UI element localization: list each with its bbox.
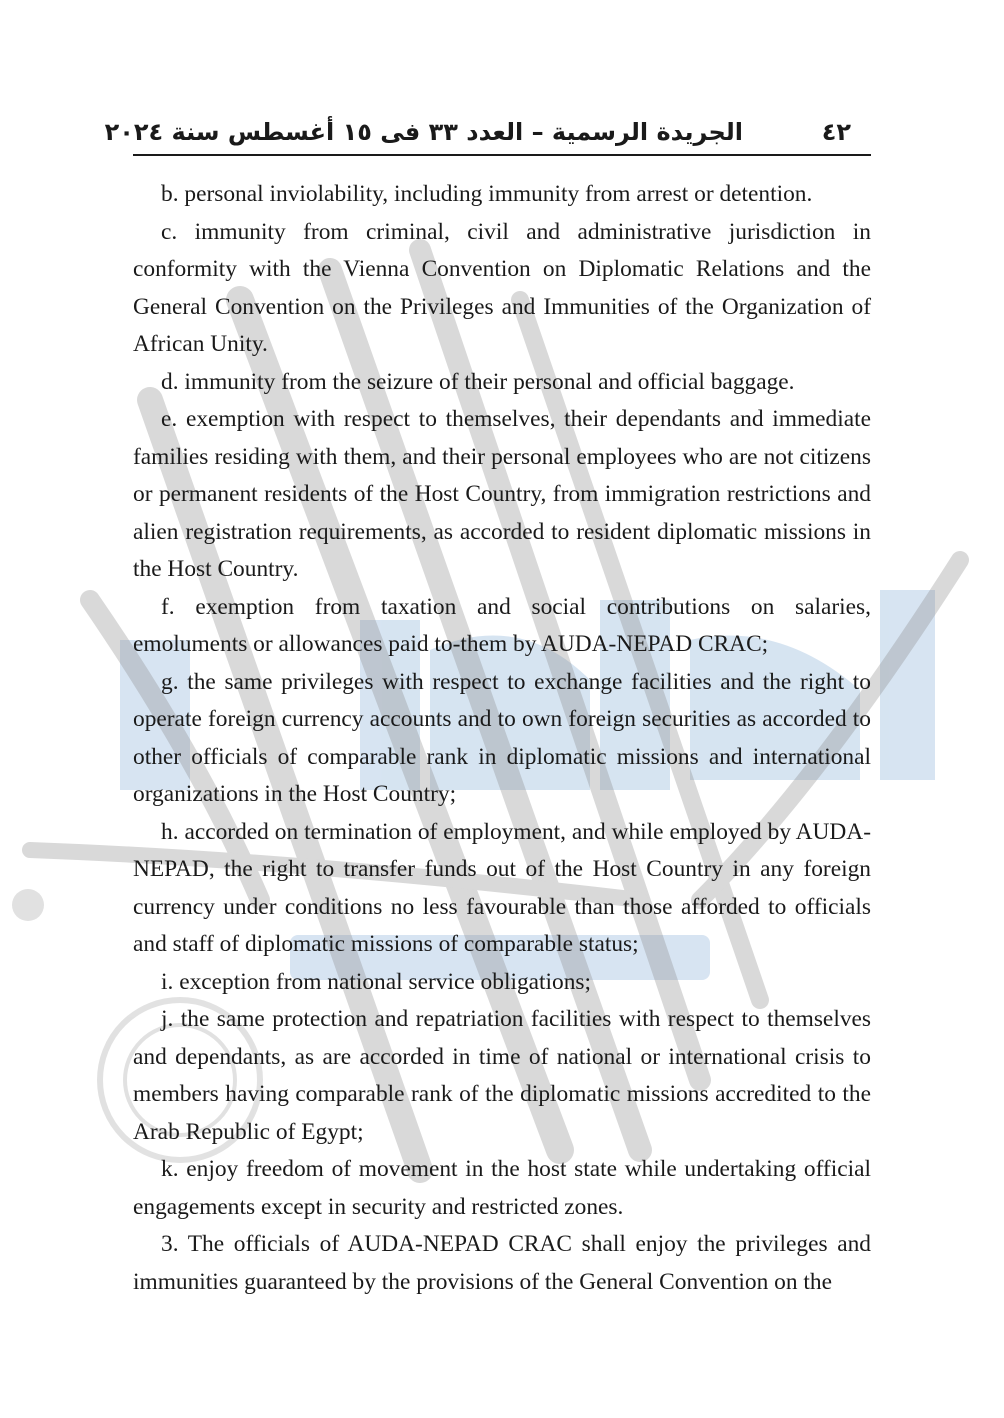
body-text: [133, 176, 871, 1301]
header-title: الجريدة الرسمية – العدد ٣٣ فى ١٥ أغسطس سنة ٢٠٢٤: [104, 118, 743, 146]
paragraph: g. the same privileges with respect to exchange facilities and the right to operate foreign currency accounts and to own foreign securities as accorded to other officials of comparable rank in diplomatic missions and international organizations in the Host Country;: [133, 668, 871, 807]
paragraph: k. enjoy freedom of movement in the host state while undertaking official engagements except in security and restricted zones.: [133, 1156, 871, 1220]
paragraph: e. exemption with respect to themselves, their dependants and immediate families residing with them, and their personal employees who are not citizens or permanent residents of the Host Country, from immigration restrictions and alien registration requirements, as accorded to resident diplomatic missions in the Host Country.: [133, 406, 871, 582]
page-header: [104, 110, 871, 156]
paragraph: j. the same protection and repatriation facilities with respect to themselves and dependants, as are accorded in time of national or international crisis to members having comparable rank of the diplomatic missions accredited to the Arab Republic of Egypt;: [133, 1006, 871, 1145]
paragraph: d. immunity from the seizure of their personal and official baggage.: [161, 368, 795, 395]
paragraph: i. exception from national service obligations;: [161, 968, 592, 995]
page-number: ٤٢: [821, 118, 851, 146]
paragraph: b. personal inviolability, including immunity from arrest or detention.: [161, 181, 813, 207]
paragraph: 3. The officials of AUDA-NEPAD CRAC shall enjoy the privileges and immunities guaranteed by the provisions of the General Convention on the: [133, 1231, 871, 1295]
paragraph: f. exemption from taxation and social contributions on salaries, emoluments or allowances paid to-them by AUDA-NEPAD CRAC;: [133, 593, 871, 657]
paragraph: h. accorded on termination of employment, and while employed by AUDA-NEPAD, the right to transfer funds out of the Host Country in any foreign currency under conditions no less favourable than those afforded to officials and staff of diplomatic missions of comparable status;: [133, 818, 871, 957]
paragraph: c. immunity from criminal, civil and administrative jurisdiction in conformity with the Vienna Convention on Diplomatic Relations and the General Convention on the Privileges and Immunities of the Organization of African Unity.: [133, 218, 871, 357]
